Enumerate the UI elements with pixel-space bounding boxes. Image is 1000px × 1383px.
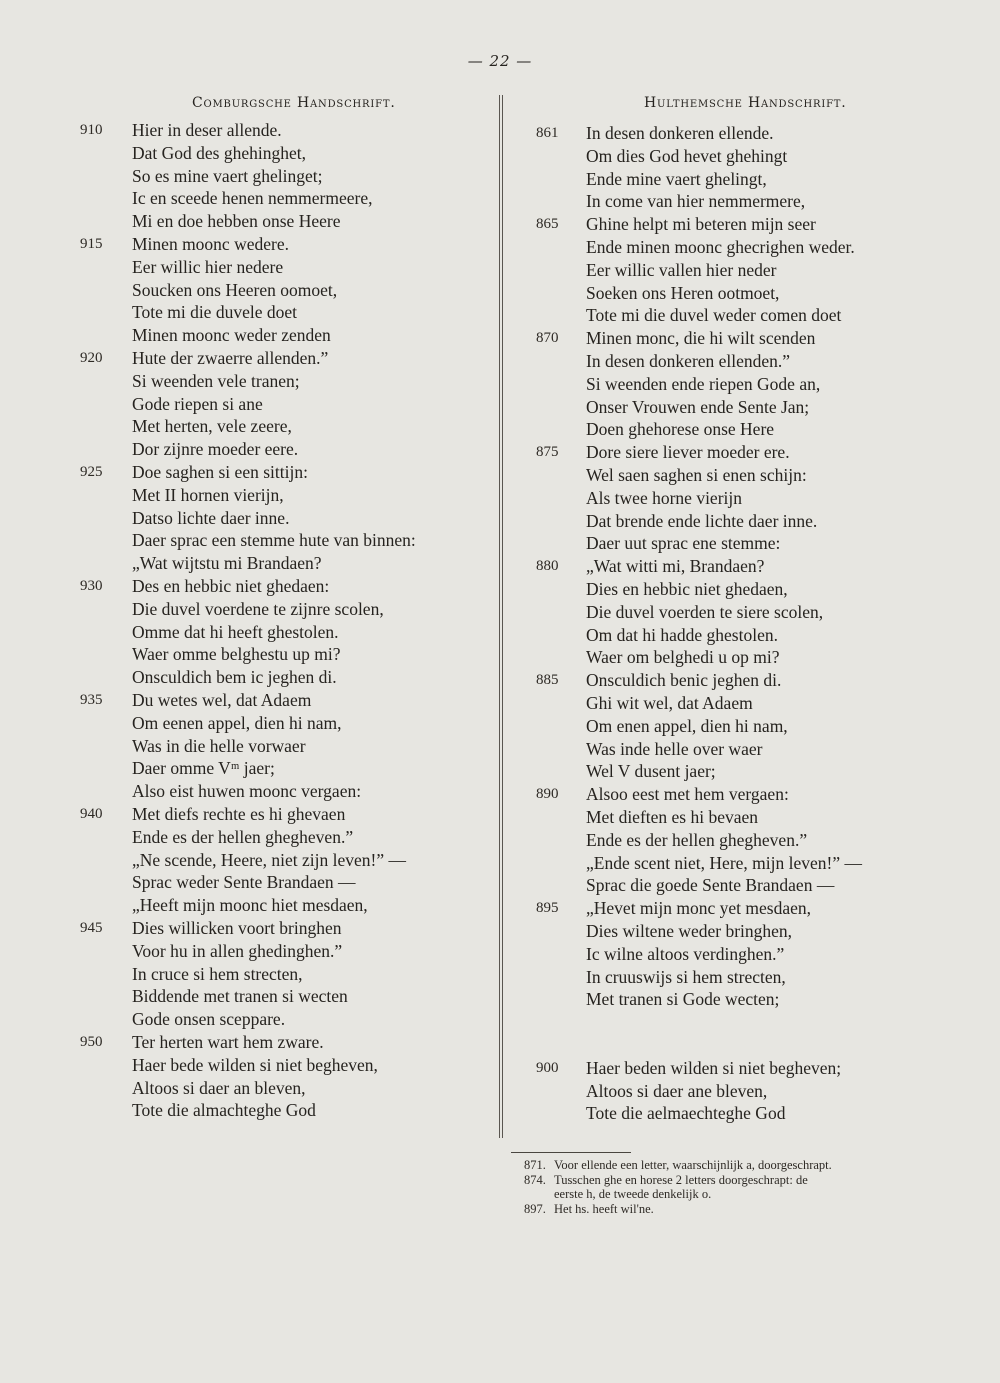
right-verse-line: Om dat hi hadde ghestolen. xyxy=(586,624,778,645)
left-verse-line: Doe saghen si een sittijn: xyxy=(132,462,308,482)
right-verse-line: Ic wilne altoos verdinghen.” xyxy=(586,943,785,964)
right-verse-line: In come van hier nemmermere, xyxy=(586,191,806,212)
left-verse-line: Mi en doe hebben onse Heere xyxy=(132,211,341,232)
left-line-number: 915 xyxy=(80,236,103,252)
right-verse-line: Tote mi die duvel weder comen doet xyxy=(586,305,842,326)
left-line-number: 910 xyxy=(80,122,103,138)
right-verse-line: Doen ghehorese onse Here xyxy=(586,419,775,440)
right-verse-line: Ende mine vaert ghelingt, xyxy=(586,168,767,189)
left-verse-line: Ter herten wart hem zware. xyxy=(132,1032,324,1052)
left-verse-line: Met herten, vele zeere, xyxy=(132,416,292,437)
right-verse-line: Die duvel voerden te siere scolen, xyxy=(586,601,824,622)
left-verse-line: Sprac weder Sente Brandaen — xyxy=(132,872,356,893)
footnote-text: Tusschen ghe en horese 2 letters doorgeschrapt: de xyxy=(554,1172,808,1187)
right-verse-line: In desen donkeren ellende. xyxy=(586,123,774,143)
right-verse-line: Met tranen si Gode wecten; xyxy=(586,989,780,1010)
left-verse-line: Dor zijnre moeder eere. xyxy=(132,439,299,460)
right-verse-line: Ghine helpt mi beteren mijn seer xyxy=(586,214,816,235)
left-verse-line: Gode riepen si ane xyxy=(132,393,263,414)
left-verse-line: So es mine vaert ghelinget; xyxy=(132,165,323,186)
footnote-text: Het hs. heeft wil'ne. xyxy=(554,1201,654,1216)
right-verse-line: „Ende scent niet, Here, mijn leven!” — xyxy=(586,852,863,873)
left-verse-line: Dies willicken voort bringhen xyxy=(132,918,342,938)
footnote xyxy=(524,1173,808,1187)
right-verse-line: Alsoo eest met hem vergaen: xyxy=(586,784,789,805)
left-verse-line: Eer willic hier nedere xyxy=(132,256,284,277)
column-divider xyxy=(499,95,503,1138)
right-line-number: 890 xyxy=(536,786,559,803)
left-verse-line: Waer omme belghestu up mi? xyxy=(132,644,341,665)
right-line-number: 885 xyxy=(536,672,559,689)
left-verse-line: Hier in deser allende. xyxy=(132,120,282,140)
right-line-number: 865 xyxy=(536,216,559,233)
footnote-number: 897. xyxy=(524,1201,546,1216)
right-verse-line: Dore siere liever moeder ere. xyxy=(586,442,790,463)
footnote-number: 874. xyxy=(524,1172,546,1187)
left-verse-line: Altoos si daer an bleven, xyxy=(132,1077,306,1098)
left-verse-line: Voor hu in allen ghedinghen.” xyxy=(132,940,343,961)
left-column-title: Comburgsche Handschrift. xyxy=(192,95,396,111)
left-verse-line: Datso lichte daer inne. xyxy=(132,507,290,528)
right-verse-line: Sprac die goede Sente Brandaen — xyxy=(586,875,835,896)
right-verse-line: Ghi wit wel, dat Adaem xyxy=(586,693,753,713)
left-verse-line: Tote mi die duvele doet xyxy=(132,302,297,323)
right-verse-line: Wel saen saghen si enen schijn: xyxy=(586,465,807,485)
right-line-number: 900 xyxy=(536,1059,559,1076)
left-verse-line: Met II hornen vierijn, xyxy=(132,484,284,505)
left-verse-line: Was in die helle vorwaer xyxy=(132,735,306,756)
right-verse-line: Dies wiltene weder bringhen, xyxy=(586,921,793,941)
right-verse-line: Daer uut sprac ene stemme: xyxy=(586,533,781,554)
right-verse-line: In cruuswijs si hem strecten, xyxy=(586,966,786,987)
footnote-number: 871. xyxy=(524,1158,546,1172)
left-line-number: 935 xyxy=(80,692,103,708)
right-line-number: 880 xyxy=(536,558,559,575)
left-line-number: 940 xyxy=(80,806,103,822)
right-verse-line: Dat brende ende lichte daer inne. xyxy=(586,510,818,531)
footnote xyxy=(524,1202,654,1216)
right-column-title: Hulthemsche Handschrift. xyxy=(644,95,847,111)
right-verse-line: In desen donkeren ellenden.” xyxy=(586,351,791,371)
left-verse-line: Die duvel voerdene te zijnre scolen, xyxy=(132,598,384,619)
left-line-number: 950 xyxy=(80,1034,103,1050)
right-verse-line: Altoos si daer ane bleven, xyxy=(586,1080,768,1101)
left-verse-line: Met diefs rechte es hi ghevaen xyxy=(132,804,346,824)
left-verse-line: Des en hebbic niet ghedaen: xyxy=(132,576,330,596)
left-verse-line: Ic en sceede henen nemmermeere, xyxy=(132,188,373,209)
right-verse-line: Waer om belghedi u op mi? xyxy=(586,647,780,668)
footnote xyxy=(524,1158,832,1172)
left-verse-line: Gode onsen sceppare. xyxy=(132,1009,286,1030)
right-verse-line: Dies en hebbic niet ghedaen, xyxy=(586,579,788,599)
right-verse-line: Was inde helle over waer xyxy=(586,738,763,759)
right-verse-line: Tote die aelmaechteghe God xyxy=(586,1103,786,1124)
left-verse-line: „Ne scende, Heere, niet zijn leven!” — xyxy=(132,849,407,870)
left-verse-line: Soucken ons Heeren oomoet, xyxy=(132,279,338,300)
right-verse-line: „Hevet mijn monc yet mesdaen, xyxy=(586,898,811,919)
left-verse-line: „Wat wijtstu mi Brandaen? xyxy=(132,553,322,574)
left-verse-line: Minen moonc weder zenden xyxy=(132,325,331,346)
left-line-number: 920 xyxy=(80,350,103,366)
left-verse-line: Omme dat hi heeft ghestolen. xyxy=(132,621,339,642)
right-verse-line: Wel V dusent jaer; xyxy=(586,761,716,782)
left-verse-line: Om eenen appel, dien hi nam, xyxy=(132,712,342,733)
left-verse-line: Tote die almachteghe God xyxy=(132,1100,316,1121)
left-verse-line: „Heeft mijn moonc hiet mesdaen, xyxy=(132,895,368,916)
footnote xyxy=(554,1187,711,1201)
left-line-number: 925 xyxy=(80,464,103,480)
right-verse-line: Ende es der hellen ghegheven.” xyxy=(586,829,808,850)
left-verse-line: Minen moonc wedere. xyxy=(132,234,289,254)
left-verse-line: Hute der zwaerre allenden.” xyxy=(132,348,329,368)
left-verse-line: Si weenden vele tranen; xyxy=(132,370,300,391)
right-verse-line: Onser Vrouwen ende Sente Jan; xyxy=(586,396,810,417)
left-verse-line: Biddende met tranen si wecten xyxy=(132,986,348,1007)
footnote-text: eerste h, de tweede denkelijk o. xyxy=(554,1187,712,1201)
right-verse-line: Soeken ons Heren ootmoet, xyxy=(586,282,780,303)
right-verse-line: Onsculdich benic jeghen di. xyxy=(586,670,782,691)
left-verse-line: Onsculdich bem ic jeghen di. xyxy=(132,667,337,688)
right-line-number: 875 xyxy=(536,444,559,461)
right-verse-line: Om dies God hevet ghehingt xyxy=(586,145,788,166)
right-verse-line: Als twee horne vierijn xyxy=(586,487,742,508)
right-verse-line: „Wat witti mi, Brandaen? xyxy=(586,556,765,577)
right-line-number: 870 xyxy=(536,330,559,347)
left-verse-line: Daer sprac een stemme hute van binnen: xyxy=(132,530,416,551)
footnote-rule xyxy=(511,1152,631,1153)
right-line-number: 861 xyxy=(536,125,559,141)
left-verse-line: Also eist huwen moonc vergaen: xyxy=(132,781,362,802)
left-line-number: 930 xyxy=(80,578,103,594)
left-line-number: 945 xyxy=(80,920,103,936)
right-verse-line: Met dieften es hi bevaen xyxy=(586,807,759,827)
right-verse-line: Ende minen moonc ghecrighen weder. xyxy=(586,237,855,257)
right-line-number: 895 xyxy=(536,900,559,917)
left-verse-line: Ende es der hellen ghegheven.” xyxy=(132,826,354,847)
left-verse-line: Du wetes wel, dat Adaem xyxy=(132,690,312,710)
right-verse-line: Eer willic vallen hier neder xyxy=(586,259,777,280)
left-verse-line: Haer bede wilden si niet begheven, xyxy=(132,1054,378,1075)
right-verse-line: Haer beden wilden si niet begheven; xyxy=(586,1057,842,1078)
right-verse-line: Minen monc, die hi wilt scenden xyxy=(586,328,816,349)
page-number: — 22 — xyxy=(467,52,533,70)
right-verse-line: Si weenden ende riepen Gode an, xyxy=(586,373,821,394)
left-verse-line: In cruce si hem strecten, xyxy=(132,963,303,984)
left-verse-line: Dat God des ghehinghet, xyxy=(132,142,306,163)
footnote-text: Voor ellende een letter, waarschijnlijk a, doorgeschrapt. xyxy=(554,1158,832,1172)
right-verse-line: Om enen appel, dien hi nam, xyxy=(586,715,788,736)
left-verse-line: Daer omme Vᵐ jaer; xyxy=(132,758,275,779)
